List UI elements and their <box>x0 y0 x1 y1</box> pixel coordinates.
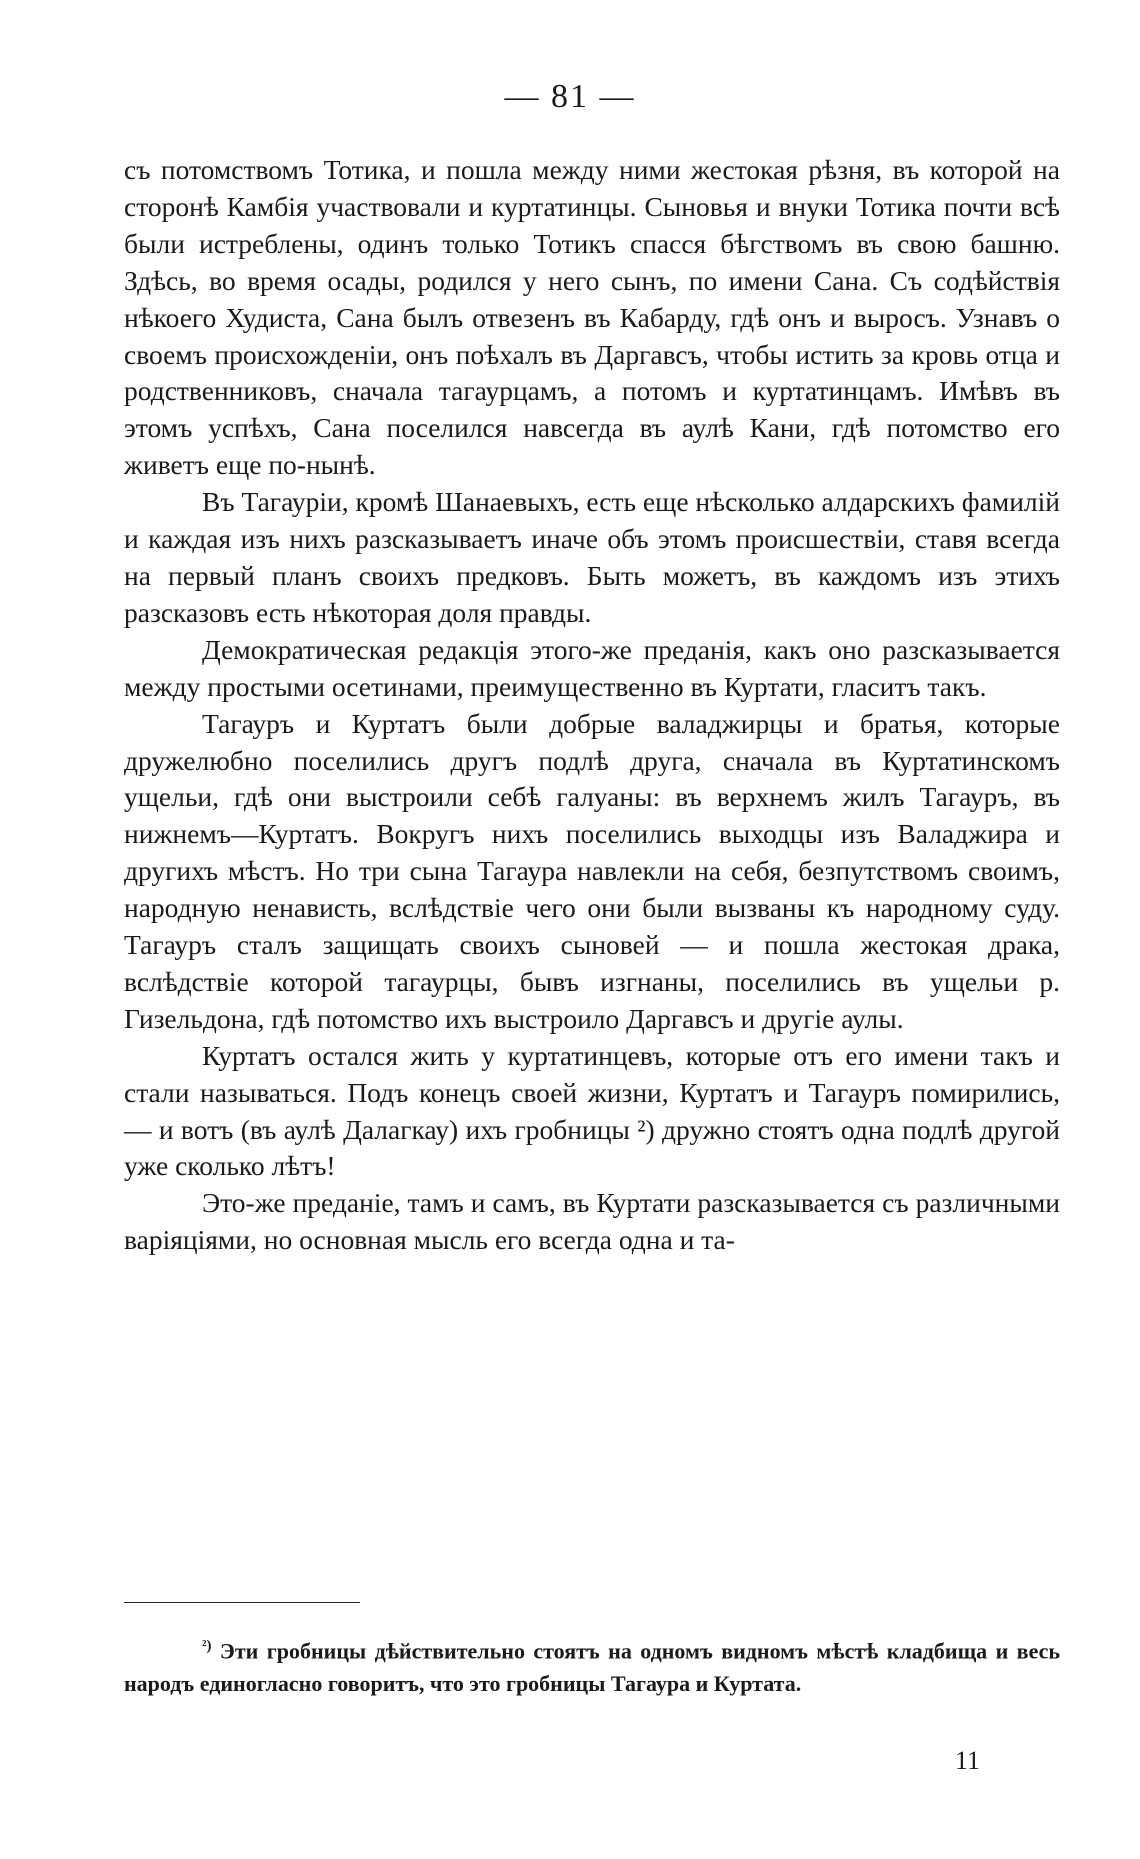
paragraph: Тагауръ и Куртатъ были добрые валаджирцы и братья, которые дружелюбно поселились другъ подлѣ друга, сначала въ Куртатинскомъ ущельи, гдѣ они выстроили себѣ галуаны: въ верхнемъ жилъ Тагауръ, въ нижнемъ—Куртатъ. Вокругъ нихъ поселились выходцы изъ Валаджира и другихъ мѣстъ. Но три сына Тагаура навлекли на себя, безпутствомъ своимъ, народную ненависть, вслѣдствіе чего они были вызваны къ народному суду. Тагауръ сталъ защищать своихъ сыновей — и пошла жестокая драка, вслѣдствіе которой тагаурцы, бывъ изгнаны, поселились въ ущельи р. Гизельдона, гдѣ потомство ихъ выстроило Даргавсъ и другіе аулы. <box>124 707 1060 1034</box>
page-number: — 81 — <box>504 78 636 115</box>
footnote-divider <box>124 1602 360 1603</box>
footnote-marker: ²) <box>202 1638 212 1654</box>
body-text <box>124 152 1060 1259</box>
paragraph: Это-же преданіе, тамъ и самъ, въ Куртати разсказывается съ различными варіяціями, но основная мысль его всегда одна и та- <box>124 1187 1060 1256</box>
footnote-text: Эти гробницы дѣйствительно стоятъ на одномъ видномъ мѣстѣ кладбища и весь народъ единогласно говоритъ, что это гробницы Тагаура и Куртата. <box>124 1638 1060 1697</box>
signature-mark: 11 <box>954 1746 980 1775</box>
paragraph: Куртатъ остался жить у куртатинцевъ, которые отъ его имени такъ и стали называться. Подъ конецъ своей жизни, Куртатъ и Тагауръ помирились, — и вотъ (въ аулѣ Далагкау) ихъ гробницы ²) дружно стоятъ одна подлѣ другой уже сколько лѣтъ! <box>124 1039 1060 1182</box>
paragraph: съ потомствомъ Тотика, и пошла между ними жестокая рѣзня, въ которой на сторонѣ Камбія участвовали и куртатинцы. Сыновья и внуки Тотика почти всѣ были истреблены, одинъ только Тотикъ спасся бѣгствомъ въ свою башню. Здѣсь, во время осады, родился у него сынъ, по имени Сана. Съ содѣйствія нѣкоего Худиста, Сана былъ отвезенъ въ Кабарду, гдѣ онъ и выросъ. Узнавъ о своемъ происхожденіи, онъ поѣхалъ въ Даргавсъ, чтобы истить за кровь отца и родственниковъ, сначала тагаурцамъ, а потомъ и куртатинцамъ. Имѣвъ въ этомъ успѣхъ, Сана поселился навсегда въ аулѣ Кани, гдѣ потомство его живетъ еще по-нынѣ. <box>124 154 1060 481</box>
footnote <box>124 1630 1060 1700</box>
paragraph: Демократическая редакція этого-же преданія, какъ оно разсказывается между простыми осетинами, преимущественно въ Куртати, гласитъ такъ. <box>124 633 1060 702</box>
paragraph: Въ Тагауріи, кромѣ Шанаевыхъ, есть еще нѣсколько алдарскихъ фамилій и каждая изъ нихъ разсказываетъ иначе объ этомъ происшествіи, ставя всегда на первый планъ своихъ предковъ. Быть можетъ, въ каждомъ изъ этихъ разсказовъ есть нѣкоторая доля правды. <box>124 486 1060 628</box>
